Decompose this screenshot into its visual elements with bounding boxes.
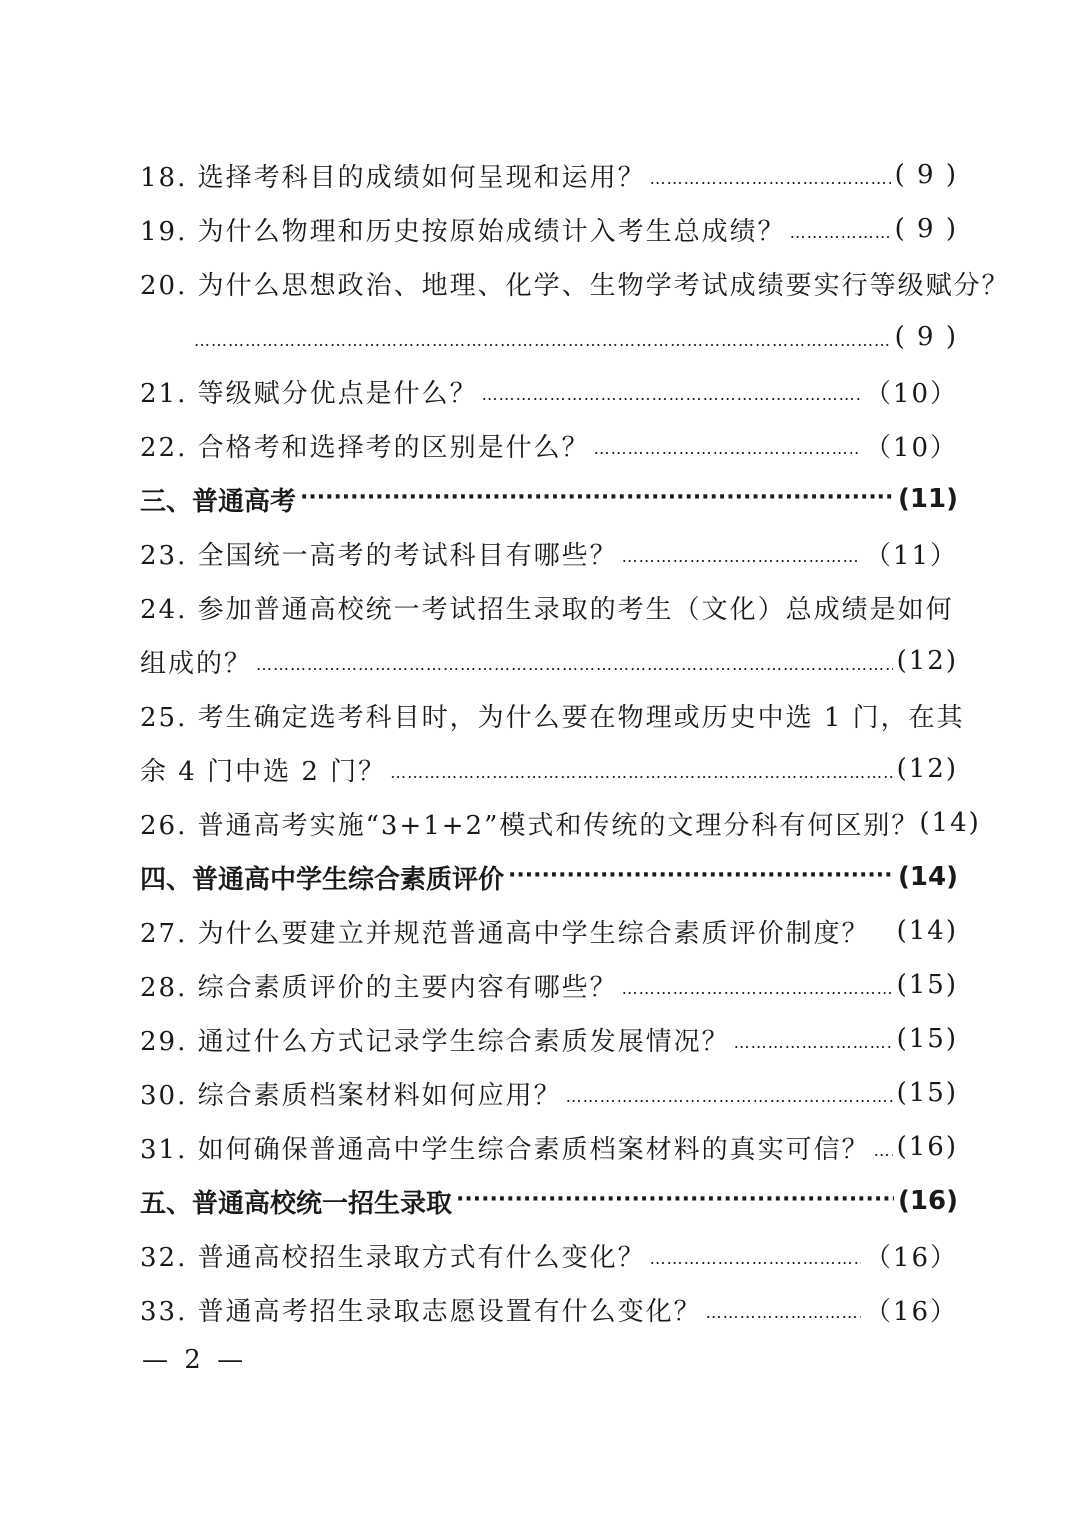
toc-entry-30 xyxy=(140,1066,958,1120)
toc-entry-20-continued xyxy=(140,310,958,364)
toc-page-number: （16） xyxy=(864,1296,958,1327)
dot-leader xyxy=(622,538,861,568)
toc-entry-title: 33. 普通高考招生录取志愿设置有什么变化？ xyxy=(140,1296,702,1327)
dot-leader xyxy=(390,754,892,784)
toc-entry-title: 23. 全国统一高考的考试科目有哪些？ xyxy=(140,540,618,571)
toc-entry-title: 25. 考生确定选考科目时，为什么要在物理或历史中选 1 门，在其 xyxy=(140,702,965,733)
toc-entry-title: 31. 如何确保普通高中学生综合素质档案材料的真实可信？ xyxy=(140,1134,870,1165)
toc-page-number: （10） xyxy=(864,432,958,463)
dot-leader xyxy=(874,1132,893,1162)
dot-leader xyxy=(790,214,891,244)
toc-entry-title: 27. 为什么要建立并规范普通高中学生综合素质评价制度？ xyxy=(140,918,870,949)
toc-entry-title: 32. 普通高校招生录取方式有什么变化？ xyxy=(140,1242,646,1273)
toc-entry-18 xyxy=(140,148,958,202)
toc-page-number: (16) xyxy=(898,1186,958,1216)
toc-section-title: 四、普通高中学生综合素质评价 xyxy=(140,864,505,895)
toc-page-number: (14) xyxy=(919,808,981,838)
dot-leader xyxy=(456,1186,894,1216)
dot-leader xyxy=(650,160,891,190)
toc-entry-24 xyxy=(140,580,958,634)
dot-leader xyxy=(300,484,894,514)
dot-leader xyxy=(194,322,891,352)
dot-leader xyxy=(256,646,893,676)
toc-entry-title: 28. 综合素质评价的主要内容有哪些？ xyxy=(140,972,618,1003)
toc-page-number: (15) xyxy=(896,1024,958,1054)
toc-entry-23 xyxy=(140,526,958,580)
toc-entry-27 xyxy=(140,904,958,958)
page-number-footer: — 2 — xyxy=(142,1345,248,1375)
toc-page-number: (16) xyxy=(896,1132,958,1162)
dot-leader xyxy=(706,1294,861,1324)
toc-page-number: (12) xyxy=(896,754,958,784)
toc-page-number: (15) xyxy=(896,970,958,1000)
toc-page-number: (11) xyxy=(898,484,958,514)
toc-page-number: ( 9 ) xyxy=(894,322,958,352)
toc-page-number: （10） xyxy=(864,378,958,409)
dot-leader xyxy=(650,1240,861,1270)
toc-entry-title: 余 4 门中选 2 门？ xyxy=(140,756,387,787)
toc-section-5 xyxy=(140,1174,958,1228)
toc-page-number: （11） xyxy=(864,540,958,571)
toc-page-number: （16） xyxy=(864,1242,958,1273)
toc-page-number: (12) xyxy=(896,646,958,676)
toc-page-number: (15) xyxy=(896,1078,958,1108)
toc-entry-28 xyxy=(140,958,958,1012)
toc-page-number: ( 9 ) xyxy=(894,160,958,190)
toc-entry-title: 19. 为什么物理和历史按原始成绩计入考生总成绩？ xyxy=(140,216,786,247)
toc-entry-31 xyxy=(140,1120,958,1174)
toc-entry-title: 29. 通过什么方式记录学生综合素质发展情况？ xyxy=(140,1026,730,1057)
toc-section-3 xyxy=(140,472,958,526)
toc-entry-26 xyxy=(140,796,981,850)
toc-entry-25 xyxy=(140,688,965,742)
dot-leader xyxy=(482,376,861,406)
toc-entry-19 xyxy=(140,202,958,256)
toc-section-title: 三、普通高考 xyxy=(140,486,297,517)
toc-entry-title: 30. 综合素质档案材料如何应用？ xyxy=(140,1080,562,1111)
toc-entry-title: 18. 选择考科目的成绩如何呈现和运用？ xyxy=(140,162,646,193)
dot-leader xyxy=(594,430,861,460)
dot-leader xyxy=(622,970,893,1000)
toc-section-4 xyxy=(140,850,958,904)
toc-entry-title: 26. 普通高考实施“3+1+2”模式和传统的文理分科有何区别？ xyxy=(140,810,920,841)
toc-entry-24-wrap xyxy=(140,634,958,688)
toc-entry-32 xyxy=(140,1228,958,1282)
toc-page-number: (14) xyxy=(896,916,958,946)
toc-entry-title: 24. 参加普通高校统一考试招生录取的考生（文化）总成绩是如何 xyxy=(140,594,954,625)
toc-entry-title: 20. 为什么思想政治、地理、化学、生物学考试成绩要实行等级赋分？ xyxy=(140,270,1010,301)
dot-leader xyxy=(508,862,894,892)
toc-entry-33 xyxy=(140,1282,958,1336)
dot-leader xyxy=(734,1024,893,1054)
toc-page-number: ( 9 ) xyxy=(894,214,958,244)
toc-section-title: 五、普通高校统一招生录取 xyxy=(140,1188,453,1219)
toc-entry-title: 21. 等级赋分优点是什么？ xyxy=(140,378,478,409)
toc-entry-22 xyxy=(140,418,958,472)
toc-entry-25-wrap xyxy=(140,742,958,796)
dot-leader xyxy=(566,1078,893,1108)
toc-entry-21 xyxy=(140,364,958,418)
toc-entry-29 xyxy=(140,1012,958,1066)
toc-entry-title: 22. 合格考和选择考的区别是什么？ xyxy=(140,432,590,463)
toc-entry-title: 组成的？ xyxy=(140,648,253,679)
toc-entry-20 xyxy=(140,256,1010,310)
toc-page-number: (14) xyxy=(898,862,958,892)
